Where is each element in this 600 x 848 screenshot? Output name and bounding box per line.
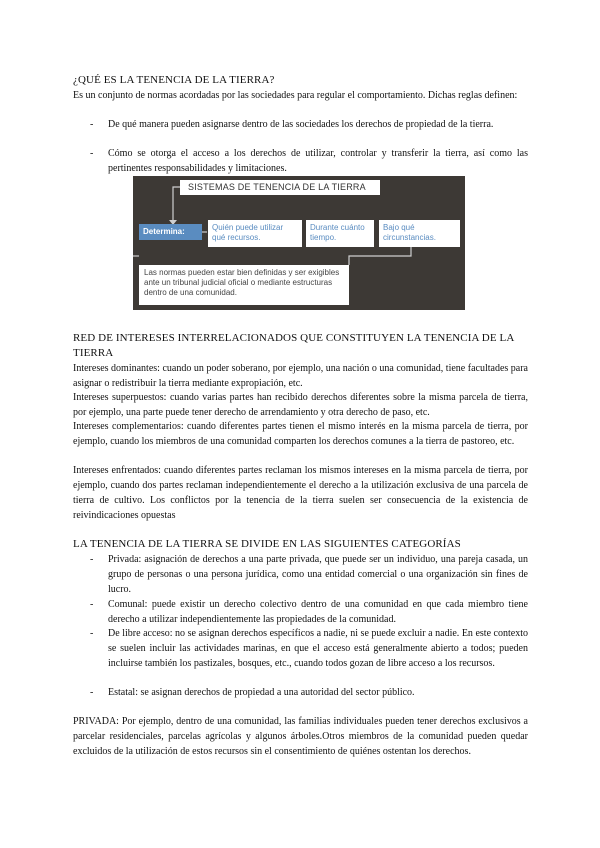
category-item-privada: Privada: asignación de derechos a una parte privada, que puede ser un individuo, una pareja casada, un grupo de personas o una persona jurídica, como una entidad comercial o una organización sin fines de lucro. xyxy=(108,554,528,595)
tenure-systems-diagram xyxy=(133,176,465,310)
paragraph-intereses-complementarios: Intereses complementarios: cuando diferentes partes tienen el mismo interés en la misma parcela de tierra, por ejemplo, cuando los miembros de una comunidad comparten los derechos comunes a la tierra de pastoreo, etc. xyxy=(73,421,528,447)
section-heading-red-intereses: RED DE INTERESES INTERRELACIONADOS QUE CONSTITUYEN LA TENENCIA DE LA TIERRA xyxy=(73,332,514,359)
paragraph-intereses-superpuestos: Intereses superpuestos: cuando varias partes han recibido derechos diferentes sobre la misma parcela de tierra, por ejemplo, una parte puede tener derecho de arrendamiento y otra derecho de paso, etc. xyxy=(73,392,528,418)
bullet-dash: - xyxy=(90,628,94,639)
category-item-estatal: Estatal: se asignan derechos de propiedad a una autoridad del sector público. xyxy=(108,687,415,698)
bullet-dash: - xyxy=(90,687,94,698)
diagram-box-who: Quién puede utilizar qué recursos. xyxy=(208,220,302,247)
diagram-box-circumstances: Bajo qué circunstancias. xyxy=(379,220,460,247)
section-heading-categorias: LA TENENCIA DE LA TIERRA SE DIVIDE EN LAS SIGUIENTES CATEGORÍAS xyxy=(73,538,461,550)
paragraph-privada-example: PRIVADA: Por ejemplo, dentro de una comunidad, las familias individuales pueden tener derechos exclusivos a parcelar residenciales, parcelas agrícolas y algunos árboles.Otros miembros de la comunidad pueden quedar excluidos de la utilización de estos recursos sin el consentimiento de quiénes ostentan los derechos. xyxy=(73,716,528,757)
diagram-box-duration: Durante cuánto tiempo. xyxy=(306,220,374,247)
category-item-libre-acceso: De libre acceso: no se asignan derechos específicos a nadie, ni se puede excluir a nadie. En este contexto se suelen incluir las actividades marinas, en que el acceso está generalmente abierto a todos; pueden incluirse también los pastizales, bosques, etc., cuando todos gozan de libre acceso a los recursos. xyxy=(108,628,528,669)
bullet-dash: - xyxy=(90,554,94,565)
paragraph-intereses-enfrentados: Intereses enfrentados: cuando diferentes partes reclaman los mismos intereses en la misma parcela de tierra, por ejemplo, cuando dos partes reclaman independientemente el derecho a la utilización exclusiva de una parcela de tierra de cultivo. Los conflictos por la tenencia de la tierra suelen ser consecuencia de la existencia de reivindicaciones opuestas xyxy=(73,465,528,521)
section-heading-tenencia: ¿QUÉ ES LA TENENCIA DE LA TIERRA? xyxy=(73,74,275,86)
intro-paragraph: Es un conjunto de normas acordadas por las sociedades para regular el comportamiento. Dichas reglas definen: xyxy=(73,90,518,101)
category-item-comunal: Comunal: puede existir un derecho colectivo dentro de una comunidad en que cada miembro tiene derecho a utilizar independientemente las propiedades de la comunidad. xyxy=(108,599,528,625)
bullet-dash: - xyxy=(90,599,94,610)
determina-label: Determina: xyxy=(139,224,202,240)
bullet-dash: - xyxy=(90,119,94,130)
diagram-rules-box: Las normas pueden estar bien definidas y ser exigibles ante un tribunal judicial oficial o mediante estructuras dentro de una comunidad. xyxy=(139,265,349,305)
bullet-dash: - xyxy=(90,148,94,159)
bullet-item: De qué manera pueden asignarse dentro de las sociedades los derechos de propiedad de la tierra. xyxy=(108,119,494,130)
paragraph-intereses-dominantes: Intereses dominantes: cuando un poder soberano, por ejemplo, una nación o una comunidad, tiene facultades para asignar o redistribuir la tierra mediante expropiación, etc. xyxy=(73,363,528,389)
diagram-title: SISTEMAS DE TENENCIA DE LA TIERRA xyxy=(180,180,380,195)
bullet-item: Cómo se otorga el acceso a los derechos de utilizar, controlar y transferir la tierra, así como las pertinentes responsabilidades y limitaciones. xyxy=(108,148,528,174)
